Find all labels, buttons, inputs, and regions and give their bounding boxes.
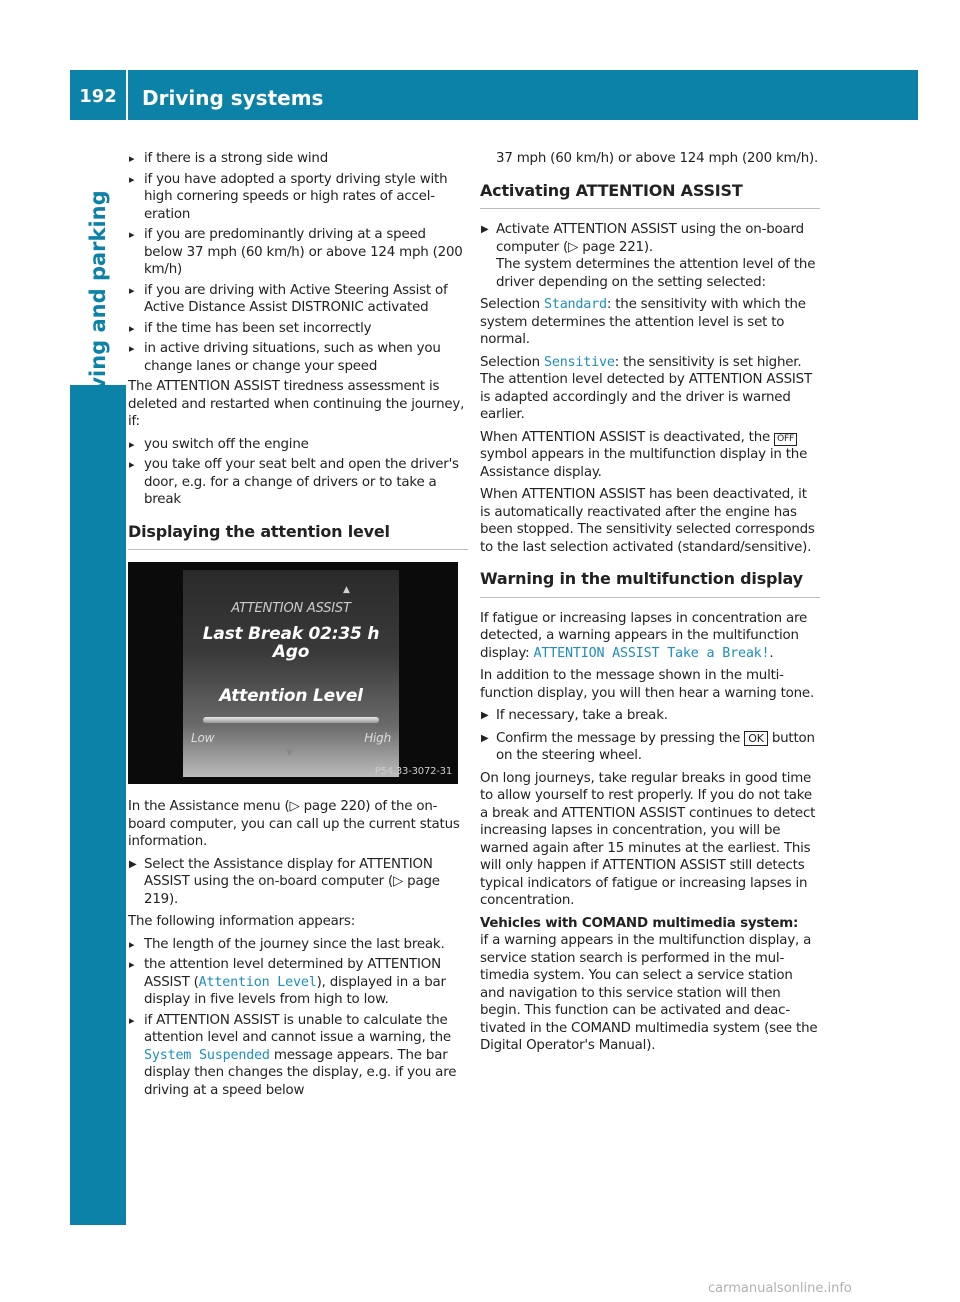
list-item: ▸ in active driving situations, such as when you change lanes or change your speed: [128, 340, 468, 375]
list-item: ▸ you switch off the engine: [128, 436, 468, 454]
heading-displaying-attention-level: Displaying the attention level: [128, 523, 468, 551]
continued-text: 37 mph (60 km/h) or above 124 mph (200 km/h).: [496, 151, 819, 166]
text-span: If fatigue or increasing lapses in concentration are detected, a warning appears in the multifunction display:: [480, 610, 808, 661]
warning-tone-paragraph: In addition to the message shown in the multifunction display, you will then hear a warning tone.: [480, 668, 815, 701]
step-confirm: [480, 730, 820, 765]
following-info-paragraph: The following information appears:: [128, 914, 355, 929]
setting-sensitive: Sensitive: [543, 354, 615, 370]
display-message-system-suspended: System Suspended: [144, 1047, 270, 1063]
selection-standard: [480, 296, 820, 349]
right-column: [480, 150, 820, 1060]
text-span: : the sensitivity with which the system determines the attention level is set to normal.: [480, 297, 806, 347]
step-activate: [480, 221, 820, 291]
left-column: [128, 150, 468, 1102]
setting-standard: Standard: [543, 297, 607, 312]
list-item: ▸ if you have adopted a sporty driving style with high cornering speeds or high rates of acceleration: [128, 171, 468, 224]
reset-paragraph: The ATTENTION ASSIST tiredness assessment is deleted and restarted when continuing the journey, if:: [128, 379, 465, 429]
text-span: Confirm the message by pressing the: [496, 730, 745, 746]
warning-paragraph: [480, 610, 820, 663]
step-select-display: ▶ Select the Assistance display for ATTENTION ASSIST using the on-board computer (▷ page 219).: [128, 856, 468, 909]
list-item: ▸ if you are predominantly driving at a speed below 37 mph (60 km/h) or above 124 mph (200 km/h): [128, 226, 468, 279]
text-span: Selection: [480, 354, 544, 370]
assistance-menu-paragraph: In the Assistance menu (▷ page 220) of the on-board computer, you can call up the current status information.: [128, 799, 460, 849]
attention-level-bar: [203, 717, 379, 723]
attention-off-icon: OFF: [774, 433, 797, 446]
selection-sensitive: [480, 354, 820, 424]
text-span: the attention level determined by ATTENTION ASSIST (: [144, 957, 441, 990]
list-item: ▸ The length of the journey since the last break.: [128, 936, 468, 954]
attention-display-figure: [128, 562, 458, 784]
text-span: The system determines the attention level of the driver depending on the setting selected:: [496, 257, 816, 290]
comand-bold: Vehicles with COMAND multimedia system:: [480, 915, 799, 931]
display-last-break: Last Break 02:35 h Ago: [202, 624, 380, 662]
display-message-take-a-break: ATTENTION ASSIST Take a Break!: [533, 645, 770, 661]
watermark: carmanualsonline.info: [708, 1281, 852, 1296]
display-attention-level: Attention Level: [219, 686, 363, 706]
list-item: ▸ if you are driving with Active Steering Assist of Active Distance Assist DISTRONIC activated: [128, 282, 468, 317]
bar-low-label: Low: [191, 731, 215, 745]
step-take-break: ▶ If necessary, take a break.: [480, 707, 820, 725]
list-item: ▸ if the time has been set incorrectly: [128, 320, 468, 338]
header-divider: [126, 70, 128, 120]
text-span: if ATTENTION ASSIST is unable to calculate the attention level and cannot issue a warning, the: [144, 1012, 451, 1045]
heading-warning: Warning in the multifunction display: [480, 570, 820, 598]
list-item: ▸ if there is a strong side wind: [128, 150, 468, 168]
list-item: ▸ you take off your seat belt and open the driver's door, e.g. for a change of drivers or to take a break: [128, 456, 468, 509]
section-title: Driving systems: [142, 86, 324, 110]
deactivated-paragraph: [480, 429, 820, 482]
side-chapter-label: Driving and parking: [86, 190, 110, 426]
ok-button-icon: OK: [744, 731, 767, 746]
text-span: Selection: [480, 297, 544, 312]
list-item: [128, 1012, 468, 1100]
text-span: button on the steering wheel.: [496, 730, 815, 763]
display-screen: [183, 570, 399, 777]
text-span: symbol appears in the multifunction display in the Assistance display.: [480, 447, 808, 480]
text-span: : the sensitivity is set higher. The attention level detected by ATTENTION ASSIST is adapted accordingly and the driver is warned earlier.: [480, 354, 812, 422]
list-item: [128, 956, 468, 1009]
bar-high-label: High: [364, 731, 391, 745]
comand-heading: [480, 915, 820, 933]
display-message-attention-level: Attention Level: [198, 974, 317, 990]
text-span: message appears. The bar display then changes the display, e.g. if you are driving at a speed below: [144, 1047, 457, 1098]
text-span: ), displayed in a bar display in five levels from high to low.: [144, 974, 446, 1007]
text-span: Activate ATTENTION ASSIST using the on-board computer (▷ page 221).: [496, 222, 804, 255]
heading-activating: Activating ATTENTION ASSIST: [480, 182, 820, 210]
text-span: When ATTENTION ASSIST is deactivated, the: [480, 429, 775, 445]
figure-code: P54.33-3072-31: [374, 765, 452, 777]
reactivated-paragraph: When ATTENTION ASSIST has been deactivated, it is automatically reactivated after the engine has been stopped. The sensitivity selected corresponds to the last selection activated (standard/sensitive).: [480, 487, 815, 555]
comand-paragraph: if a warning appears in the multifunction display, a service station search is performed in the multimedia system. You can select a service station and navigation to this service station will then begin. This function can be activated and deactivated in the COMAND multimedia system (see the Digital Operator's Manual).: [480, 933, 818, 1053]
display-title: ATTENTION ASSIST: [231, 601, 351, 616]
caret-up-icon: ▲: [343, 585, 350, 595]
page-number: 192: [79, 86, 117, 107]
long-journeys-paragraph: On long journeys, take regular breaks in good time to allow yourself to rest properly. If you do not take a break and ATTENTION ASSIST continues to detect increasing lapses in concentration, you will be warned again after 15 minutes at the earliest. This will only happen if ATTENTION ASSIST still detects typical indicators of fatigue or increasing lapses in concentration.: [480, 770, 816, 908]
text-span: .: [769, 645, 774, 661]
caret-down-icon: ▼: [286, 748, 293, 758]
